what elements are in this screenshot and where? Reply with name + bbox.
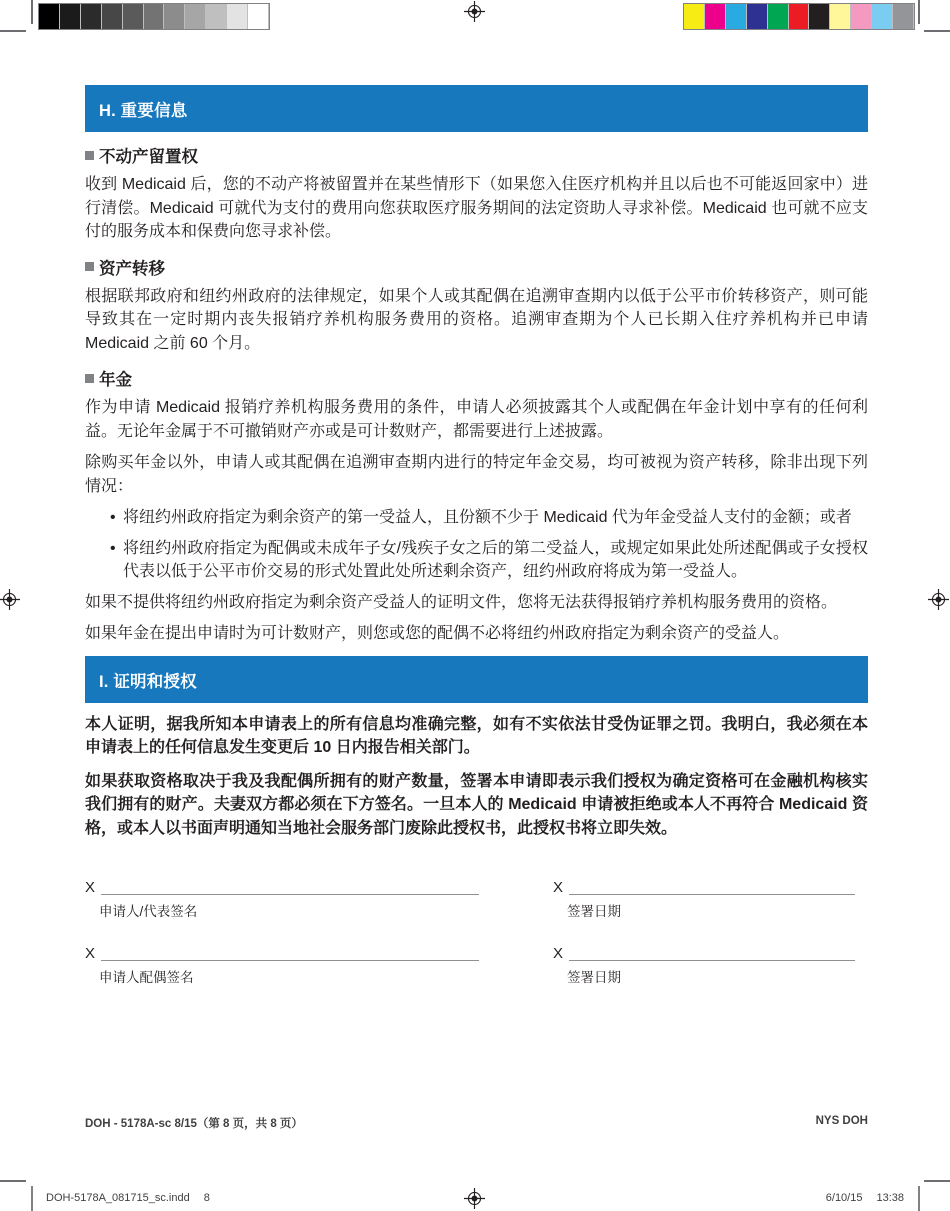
crop-mark (0, 30, 26, 32)
calibration-swatch (164, 4, 185, 29)
calibration-swatch (809, 4, 830, 29)
slug-filename: DOH-5178A_081715_sc.indd (46, 1192, 190, 1204)
section-i-banner: I. 证明和授权 (85, 656, 868, 703)
signature-line (101, 878, 479, 895)
print-slug-datetime (826, 1192, 904, 1204)
calibration-swatch (123, 4, 144, 29)
square-bullet-icon (85, 374, 94, 383)
crop-mark (924, 1180, 950, 1182)
bullet-dot-icon: • (110, 539, 116, 557)
calibration-swatch (684, 4, 705, 29)
signature-row (85, 878, 868, 920)
list-item (85, 506, 868, 530)
registration-mark-icon (928, 589, 949, 610)
paragraph-asset-transfer: 根据联邦政府和纽约州政府的法律规定，如果个人或其配偶在追溯审查期内以低于公平市价转移资产，则可能导致其在一定时期内丧失报销疗养机构服务费用的资格。追溯审查期为个人已长期入住疗养机构并已申请 Medicaid 之前 60 个月。 (85, 287, 868, 352)
subsection-heading-label: 不动产留置权 (99, 148, 198, 166)
registration-mark-icon (464, 1188, 485, 1209)
certification-paragraph-1: 本人证明，据我所知本申请表上的所有信息均准确完整，如有不实依法甘受伪证罪之罚。我明白，我必须在本申请表上的任何信息发生变更后 10 日内报告相关部门。 (85, 715, 868, 756)
signature-label: 签署日期 (567, 970, 621, 985)
calibration-swatch (872, 4, 893, 29)
signature-label: 签署日期 (567, 904, 621, 919)
calibration-swatch (144, 4, 165, 29)
section-h-banner: H. 重要信息 (85, 85, 868, 132)
subsection-heading-annuity (85, 366, 868, 390)
calibration-swatch (206, 4, 227, 29)
slug-time: 13:38 (876, 1192, 904, 1204)
signature-label: 申请人/代表签名 (99, 904, 198, 919)
calibration-swatch (893, 4, 914, 29)
page-footer (85, 1115, 868, 1131)
certification-paragraph-2: 如果获取资格取决于我及我配偶所拥有的财产数量，签署本申请即表示我们授权为确定资格可在金融机构核实我们拥有的财产。夫妻双方都必须在下方签名。一旦本人的 Medicaid 申请被拒绝或本人不再符合 Medicaid 资格，或本人以书面声明通知当地社会服务部门废除此授权书，此授权书将立即失效。 (85, 772, 868, 837)
paragraph-annuity-3: 如果不提供将纽约州政府指定为剩余资产受益人的证明文件，您将无法获得报销疗养机构服务费用的资格。 (85, 593, 838, 611)
annuity-bullet-list (85, 506, 868, 584)
list-item (85, 537, 868, 584)
paragraph-property-lien: 收到 Medicaid 后，您的不动产将被留置并在某些情形下（如果您入住医疗机构并且以后也不可能返回家中）进行清偿。Medicaid 可就代为支付的费用向您获取医疗服务期间的法定资助人寻求补偿。Medicaid 也可就不应支付的服务成本和保费向您寻求补偿。 (85, 176, 868, 240)
calibration-swatch (830, 4, 851, 29)
slug-date: 6/10/15 (825, 1192, 863, 1204)
crop-mark (31, 0, 33, 24)
subsection-heading-label: 年金 (99, 371, 132, 389)
paragraph-annuity-4: 如果年金在提出申请时为可计数财产，则您或您的配偶不必将纽约州政府指定为剩余资产的受益人。 (85, 625, 790, 642)
calibration-swatch (81, 4, 102, 29)
calibration-swatch (705, 4, 726, 29)
square-bullet-icon (85, 262, 94, 271)
calibration-swatch (227, 4, 248, 29)
calibration-swatch (60, 4, 81, 29)
calibration-swatch (747, 4, 768, 29)
signature-date-field (553, 878, 855, 920)
crop-mark (918, 0, 920, 24)
grayscale-calibration-bar (38, 3, 270, 30)
color-calibration-bar (683, 3, 915, 30)
subsection-heading-asset-transfer (85, 255, 868, 279)
signature-section (85, 878, 868, 986)
form-content (85, 85, 868, 1010)
registration-mark-icon (464, 1, 485, 22)
signature-date-field (553, 944, 855, 986)
x-mark: X (553, 945, 564, 962)
calibration-swatch (39, 4, 60, 29)
agency-name: NYS DOH (815, 1115, 868, 1127)
x-mark: X (85, 945, 96, 962)
subsection-heading-property-lien (85, 143, 868, 167)
x-mark: X (553, 879, 564, 896)
paragraph-annuity-1: 作为申请 Medicaid 报销疗养机构服务费用的条件，申请人必须披露其个人或配偶在年金计划中享有的任何利益。无论年金属于不可撤销财产亦或是可计数财产，都需要进行上述披露。 (85, 399, 868, 440)
square-bullet-icon (85, 151, 94, 160)
slug-boundary-line (31, 1186, 33, 1211)
print-slug-file (46, 1192, 210, 1204)
calibration-swatch (248, 4, 269, 29)
registration-mark-icon (0, 589, 20, 610)
applicant-signature-field (85, 878, 479, 920)
bullet-text: 将纽约州政府指定为剩余资产的第一受益人，且份额不少于 Medicaid 代为年金受益人支付的金额；或者 (123, 509, 852, 526)
calibration-swatch (185, 4, 206, 29)
calibration-swatch (768, 4, 789, 29)
crop-mark (924, 30, 950, 32)
subsection-heading-label: 资产转移 (99, 259, 165, 278)
slug-boundary-line (918, 1186, 920, 1211)
signature-line (569, 944, 855, 961)
signature-row (85, 944, 868, 986)
bullet-dot-icon: • (110, 509, 116, 526)
crop-mark (0, 1180, 26, 1182)
bullet-text: 将纽约州政府指定为配偶或未成年子女/残疾子女之后的第二受益人，或规定如果此处所述配偶或子女授权代表以低于公平市价交易的形式处置此处所述剩余资产，纽约州政府将成为第一受益人。 (123, 539, 868, 580)
signature-line (101, 944, 479, 961)
calibration-swatch (726, 4, 747, 29)
paragraph-annuity-2: 除购买年金以外，申请人或其配偶在追溯审查期内进行的特定年金交易，均可被视为资产转移，除非出现下列情况： (85, 454, 868, 495)
signature-label: 申请人配偶签名 (99, 970, 194, 985)
slug-page-number: 8 (203, 1192, 210, 1204)
form-number: DOH - 5178A-sc 8/15（第 8 页，共 8 页） (85, 1118, 303, 1130)
signature-line (569, 878, 855, 895)
calibration-swatch (102, 4, 123, 29)
calibration-swatch (789, 4, 810, 29)
x-mark: X (85, 879, 96, 896)
calibration-swatch (851, 4, 872, 29)
spouse-signature-field (85, 944, 479, 986)
